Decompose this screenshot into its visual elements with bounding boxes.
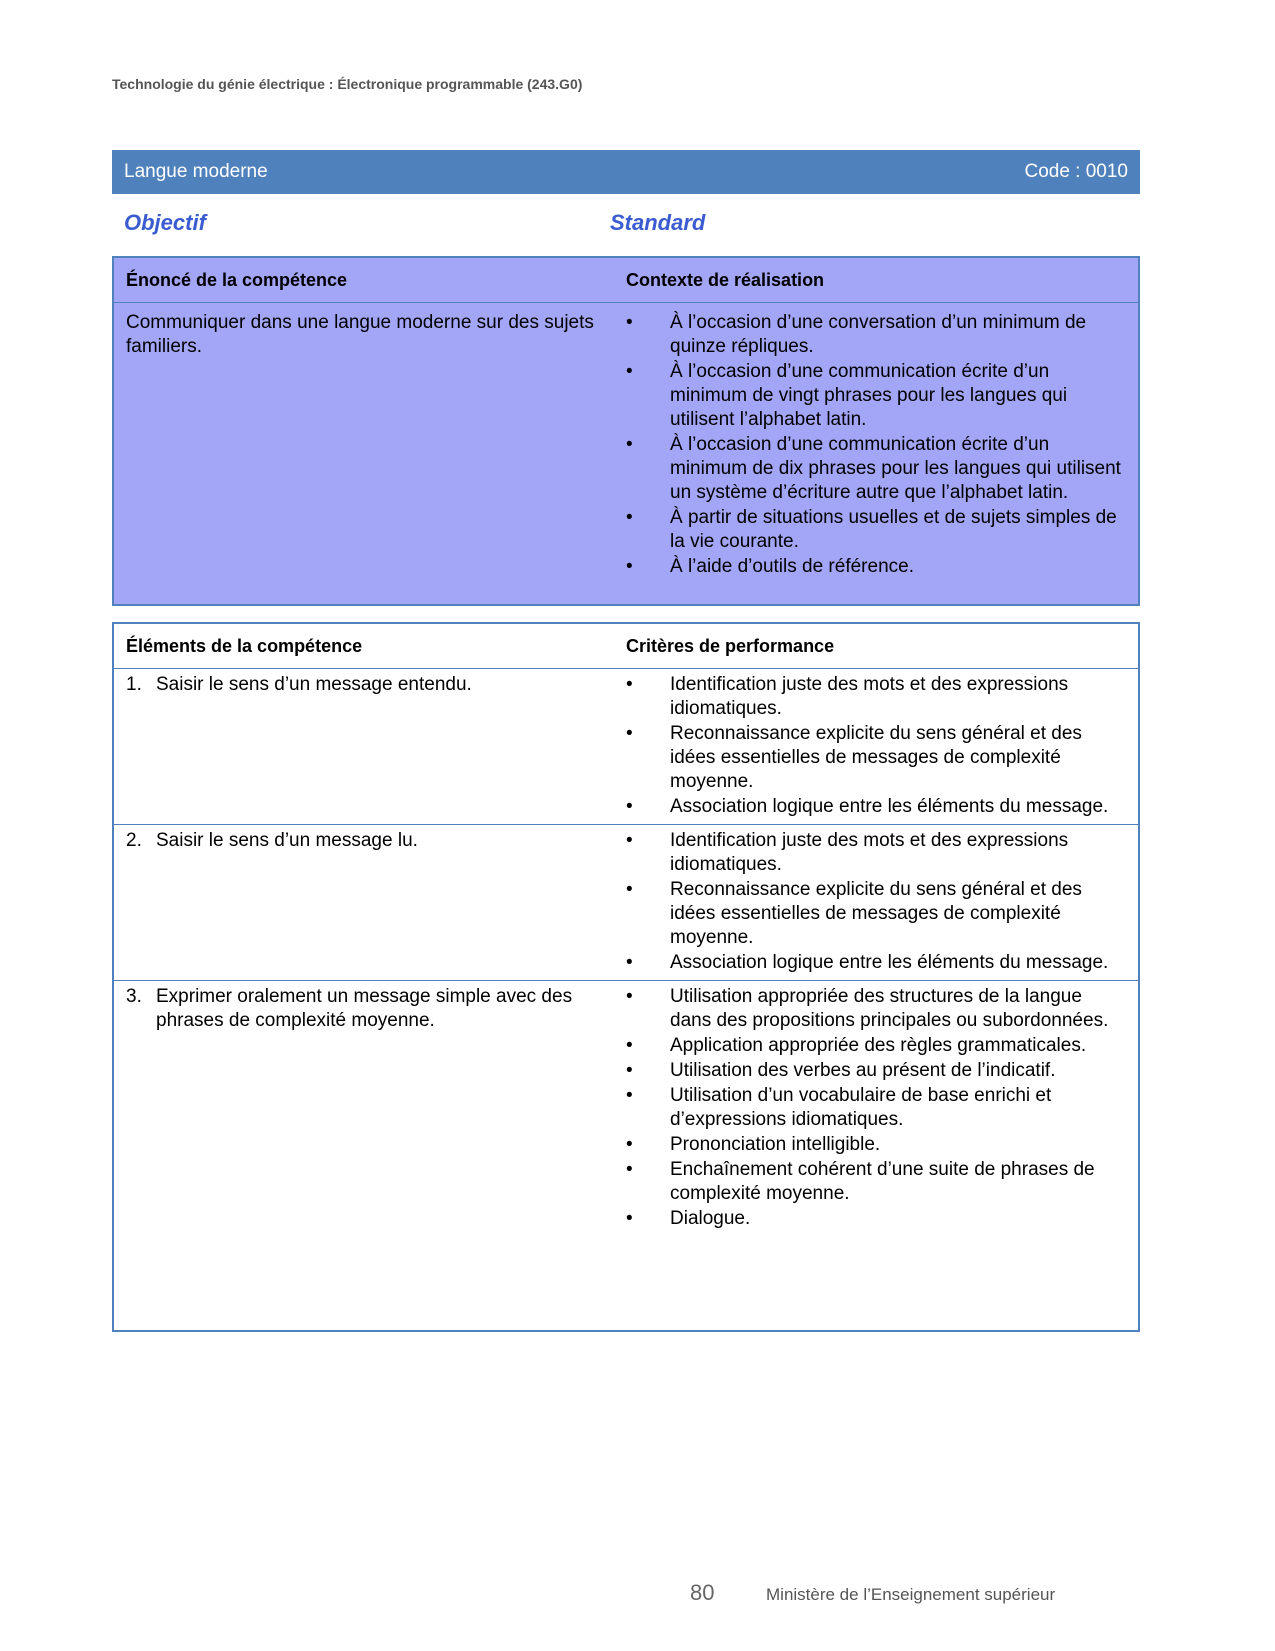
element-cell <box>114 673 626 697</box>
criterion-item: • Reconnaissance explicite du sens général et des idées essentielles de messages de complexité moyenne. <box>626 878 1122 950</box>
page-number: 80 <box>690 1580 715 1605</box>
element-row <box>114 981 1138 1236</box>
competency-table <box>112 256 1140 606</box>
elements-table-body <box>114 669 1138 1236</box>
criterion-item: • Association logique entre les éléments du message. <box>626 795 1122 819</box>
criterion-item: • Prononciation intelligible. <box>626 1133 1122 1157</box>
criterion-item: • Identification juste des mots et des expressions idiomatiques. <box>626 673 1122 721</box>
context-header: Contexte de réalisation <box>626 269 825 290</box>
page-footer <box>690 1580 1090 1608</box>
running-header: Technologie du génie électrique : Électronique programmable (243.G0) <box>112 76 583 92</box>
publisher: Ministère de l’Enseignement supérieur <box>766 1585 1056 1604</box>
criterion-item: • Enchaînement cohérent d’une suite de phrases de complexité moyenne. <box>626 1158 1122 1206</box>
subject-title: Langue moderne <box>124 161 268 182</box>
criterion-item: • Reconnaissance explicite du sens général et des idées essentielles de messages de complexité moyenne. <box>626 722 1122 794</box>
criterion-item: • Association logique entre les éléments du message. <box>626 951 1122 975</box>
criteria-list <box>626 673 1122 819</box>
context-item: • À partir de situations usuelles et de sujets simples de la vie courante. <box>626 506 1122 554</box>
criterion-item: • Utilisation d’un vocabulaire de base enrichi et d’expressions idiomatiques. <box>626 1084 1122 1132</box>
section-labels <box>124 210 1134 240</box>
objective-label: Objectif <box>124 210 206 235</box>
element-text: Exprimer oralement un message simple avec des phrases de complexité moyenne. <box>156 986 573 1031</box>
competency-statement: Communiquer dans une langue moderne sur des sujets familiers. <box>126 312 594 357</box>
elements-table <box>112 622 1140 1332</box>
element-row <box>114 669 1138 825</box>
context-list <box>626 311 1122 579</box>
element-text: Saisir le sens d’un message lu. <box>156 830 418 851</box>
element-number: 2. <box>126 830 142 851</box>
element-cell <box>114 985 626 1033</box>
statement-header: Énoncé de la compétence <box>126 269 348 290</box>
competency-table-header <box>114 258 1138 303</box>
element-cell <box>114 829 626 853</box>
criteria-list <box>626 829 1122 975</box>
criterion-item: • Identification juste des mots et des expressions idiomatiques. <box>626 829 1122 877</box>
criterion-item: • Dialogue. <box>626 1207 1122 1231</box>
context-item: • À l’aide d’outils de référence. <box>626 555 1122 579</box>
course-code: Code : 0010 <box>1024 161 1128 182</box>
context-item: • À l’occasion d’une communication écrite d’un minimum de vingt phrases pour les langues qui utilisent l’alphabet latin. <box>626 360 1122 432</box>
criterion-item: • Application appropriée des règles grammaticales. <box>626 1034 1122 1058</box>
element-number: 1. <box>126 674 142 695</box>
criteria-list <box>626 985 1122 1231</box>
elements-table-header <box>114 624 1138 669</box>
title-bar <box>112 150 1140 194</box>
context-item: • À l’occasion d’une conversation d’un minimum de quinze répliques. <box>626 311 1122 359</box>
criteria-header: Critères de performance <box>626 635 835 656</box>
elements-header: Éléments de la compétence <box>126 635 363 656</box>
context-item: • À l’occasion d’une communication écrite d’un minimum de dix phrases pour les langues qui utilisent un système d’écriture autre que l’alphabet latin. <box>626 433 1122 505</box>
criterion-item: • Utilisation des verbes au présent de l’indicatif. <box>626 1059 1122 1083</box>
standard-label: Standard <box>610 210 706 235</box>
element-text: Saisir le sens d’un message entendu. <box>156 674 472 695</box>
element-number: 3. <box>126 986 142 1007</box>
element-row <box>114 825 1138 981</box>
criterion-item: • Utilisation appropriée des structures de la langue dans des propositions principales ou subordonnées. <box>626 985 1122 1033</box>
competency-table-body <box>114 303 1138 580</box>
